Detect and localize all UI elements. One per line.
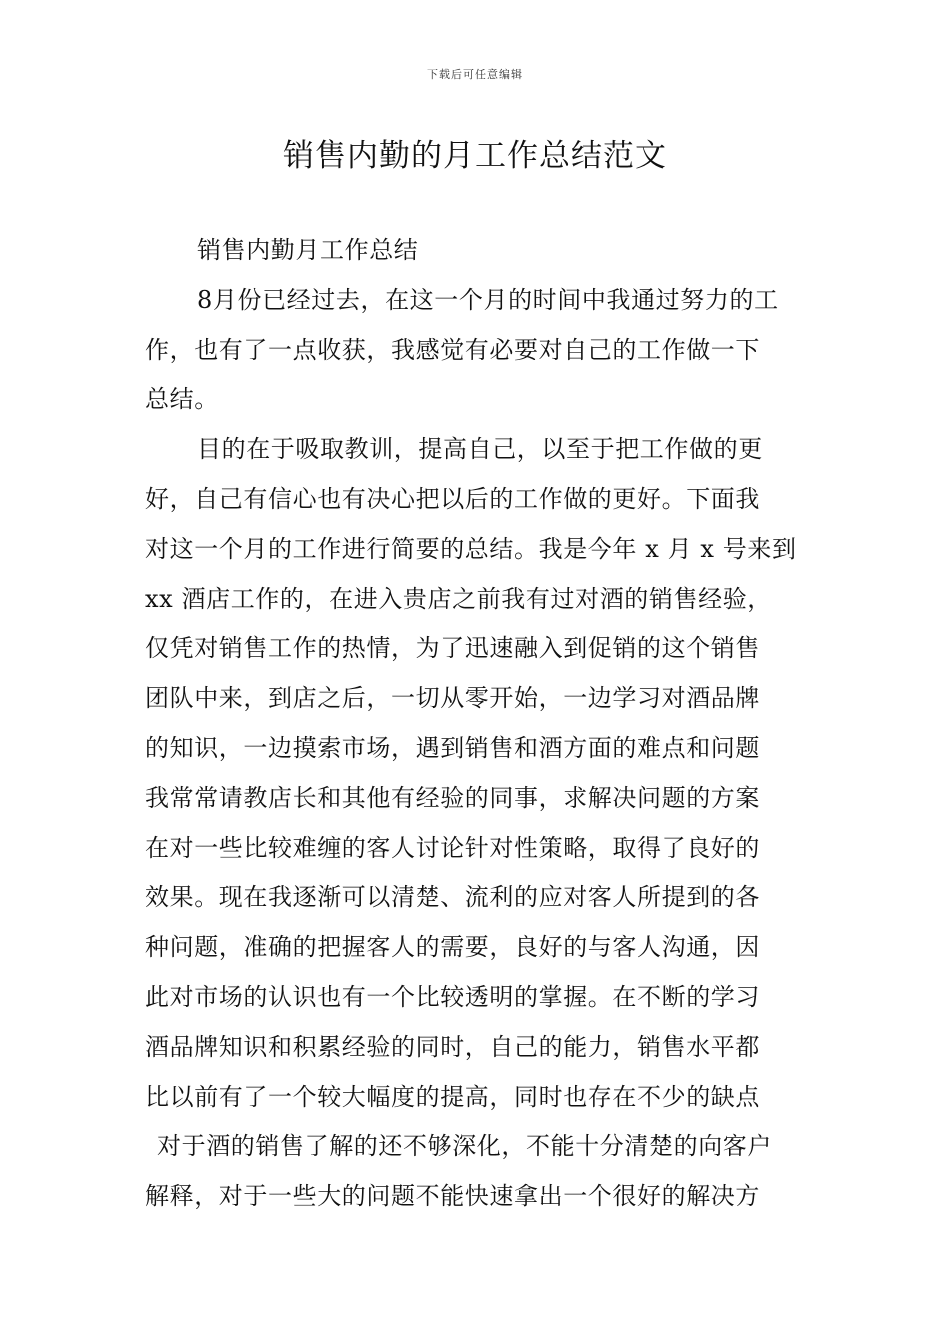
paragraph-line: 好，自己有信心也有决心把以后的工作做的更好。下面我 <box>145 484 760 513</box>
paragraph-line: 团队中来，到店之后，一切从零开始，一边学习对酒品牌 <box>145 684 760 713</box>
paragraph-line: 此对市场的认识也有一个比较透明的掌握。在不断的学习 <box>145 982 760 1011</box>
paragraph-line: 作，也有了一点收获，我感觉有必要对自己的工作做一下 <box>145 335 760 364</box>
paragraph-line: xx 酒店工作的，在进入贵店之前我有过对酒的销售经验， <box>145 584 772 613</box>
section-heading: 销售内勤月工作总结 <box>197 236 419 264</box>
header-note: 下载后可任意编辑 <box>427 68 523 81</box>
paragraph-line: 的知识，一边摸索市场，遇到销售和酒方面的难点和问题 <box>145 733 760 762</box>
paragraph-line: 目的在于吸取教训，提高自己，以至于把工作做的更 <box>197 435 763 464</box>
paragraph-line: 比以前有了一个较大幅度的提高，同时也存在不少的缺点 <box>145 1082 760 1111</box>
paragraph-line: 解释，对于一些大的问题不能快速拿出一个很好的解决方 <box>145 1182 760 1211</box>
paragraph-line: 对于酒的销售了解的还不够深化，不能十分清楚的向客户 <box>157 1132 772 1161</box>
paragraph-line: 酒品牌知识和积累经验的同时，自己的能力，销售水平都 <box>145 1032 760 1061</box>
paragraph-line: 种问题，准确的把握客人的需要，良好的与客人沟通，因 <box>145 933 760 962</box>
paragraph-line: 效果。现在我逐渐可以清楚、流利的应对客人所提到的各 <box>145 883 760 912</box>
paragraph-line: 总结。 <box>145 385 219 414</box>
paragraph-line: 8月份已经过去，在这一个月的时间中我通过努力的工 <box>197 285 779 314</box>
document-title: 销售内勤的月工作总结范文 <box>283 138 667 174</box>
paragraph-line: 仅凭对销售工作的热情，为了迅速融入到促销的这个销售 <box>145 634 760 663</box>
paragraph-line: 我常常请教店长和其他有经验的同事，求解决问题的方案 <box>145 783 760 812</box>
paragraph-line: 在对一些比较难缠的客人讨论针对性策略，取得了良好的 <box>145 833 760 862</box>
document-body <box>145 226 807 1222</box>
paragraph-line: 对这一个月的工作进行简要的总结。我是今年 x 月 x 号来到 <box>145 534 797 563</box>
